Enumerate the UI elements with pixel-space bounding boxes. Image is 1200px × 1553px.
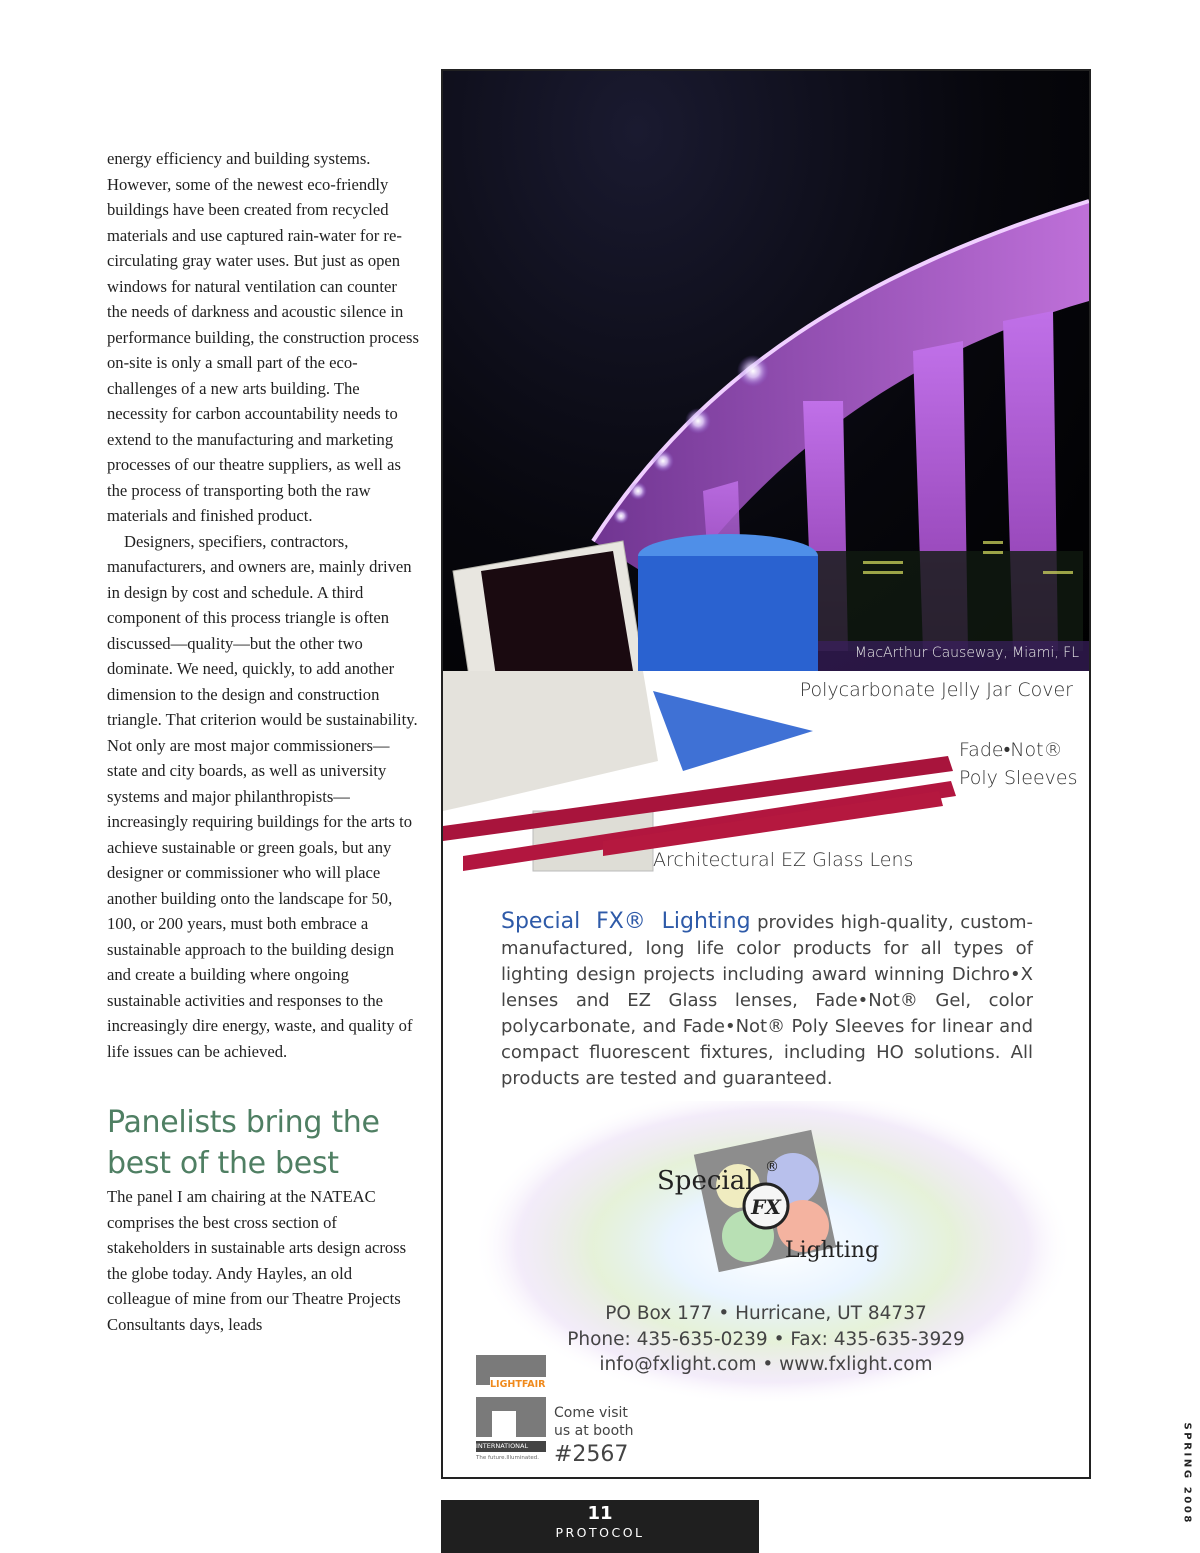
contact-address: PO Box 177 • Hurricane, UT 84737 (605, 1303, 927, 1324)
season-tab (1177, 1422, 1197, 1525)
lightfair-international: INTERNATIONAL (476, 1441, 546, 1452)
label-glass-lens: Architectural EZ Glass Lens (653, 849, 914, 871)
section-heading-line-1: Panelists bring the (107, 1105, 380, 1140)
lightfair-block-notch (492, 1411, 516, 1437)
brand-name: Special FX® Lighting (501, 909, 751, 934)
publication-name: PROTOCOL (555, 1525, 645, 1540)
contact-phone: Phone: 435-635-0239 • Fax: 435-635-3929 (567, 1328, 965, 1350)
logo-registered: ® (765, 1159, 779, 1175)
photo-caption: MacArthur Causeway, Miami, FL (854, 645, 1079, 661)
lightfair-tagline: The future.Illuminated. (476, 1455, 540, 1461)
booth-line-1: Come visit (554, 1405, 628, 1421)
label-poly-sleeves-line-2: Poly Sleeves (959, 767, 1078, 789)
booth-callout (554, 1404, 634, 1470)
label-poly-sleeves (959, 736, 1078, 792)
article-column (107, 146, 419, 1337)
lightfair-wordmark: LIGHTFAIR (490, 1377, 546, 1393)
page-number: 11 (587, 1503, 613, 1524)
section-heading-line-2: best of the best (107, 1146, 339, 1181)
booth-number: #2567 (554, 1442, 629, 1467)
ad-description: provides high-quality, custom-manufactured, long life color products for all types of lighting design projects including award winning Dichro•X lenses and EZ Glass lenses, Fade•Not® Gel, color polycarbonate, and Fade•Not® Poly Sleeves for linear and compact fluorescent fixtures, including HO solutions. All products are tested and guaranteed. (501, 912, 1033, 1089)
booth-line-2: us at booth (554, 1423, 634, 1439)
logo-lighting: Lighting (785, 1238, 880, 1263)
contact-web: info@fxlight.com • www.fxlight.com (599, 1354, 933, 1375)
lightfair-logo (476, 1355, 548, 1465)
advertisement (441, 69, 1091, 1479)
page-footer (441, 1500, 759, 1553)
article-paragraph-1: energy efficiency and building systems. However, some of the newest eco-friendly buildings have been created from recycled materials and use captured rain-water for re-circulating gray water uses. But just as open windows for natural ventilation can counter the needs of darkness and acoustic silence in performance building, the construction process on-site is only a small part of the eco-challenges of a new arts building. The necessity for carbon accountability needs to extend to the manufacturing and marketing processes of our theatre suppliers, as well as the process of transporting both the raw materials and finished product. (107, 149, 419, 525)
bridge-illustration (443, 71, 1089, 671)
label-poly-sleeves-line-1: Fade•Not® (959, 739, 1063, 761)
article-paragraph-3: The panel I am chairing at the NATEAC comprises the best cross section of stakeholders in sustainable arts design across the globe today. Andy Hayles, an old colleague of mine from our Theatre Projects Consultants days, leads (107, 1187, 407, 1334)
ad-body-text (501, 909, 1033, 1092)
section-heading (107, 1102, 419, 1184)
logo-special: Special (657, 1166, 754, 1196)
label-jelly-jar-cover: Polycarbonate Jelly Jar Cover (799, 679, 1073, 701)
article-paragraph-2: Designers, specifiers, contractors, manufacturers, and owners are, mainly driven in design by cost and schedule. A third component of this process triangle is often discussed—quality—but the other two dominate. We need, quickly, to add another dimension to the design and construction triangle. That criterion would be sustainability. Not only are most major commissioners—state and city boards, as well as university systems and major philanthropists—increasingly requiring buildings for the arts to achieve sustainable or green goals, but any designer or commissioner who will place another building onto the landscape for 50, 100, or 200 years, must both embrace a sustainable approach to the building design and create a building where ongoing sustainable activities and responses to the increasingly dire energy, waste, and quality of life issues can be achieved. (107, 531, 418, 1061)
logo-fx: FX (751, 1195, 781, 1219)
season-label: SPRING 2008 (1181, 1422, 1193, 1525)
causeway-photo (443, 71, 1089, 671)
